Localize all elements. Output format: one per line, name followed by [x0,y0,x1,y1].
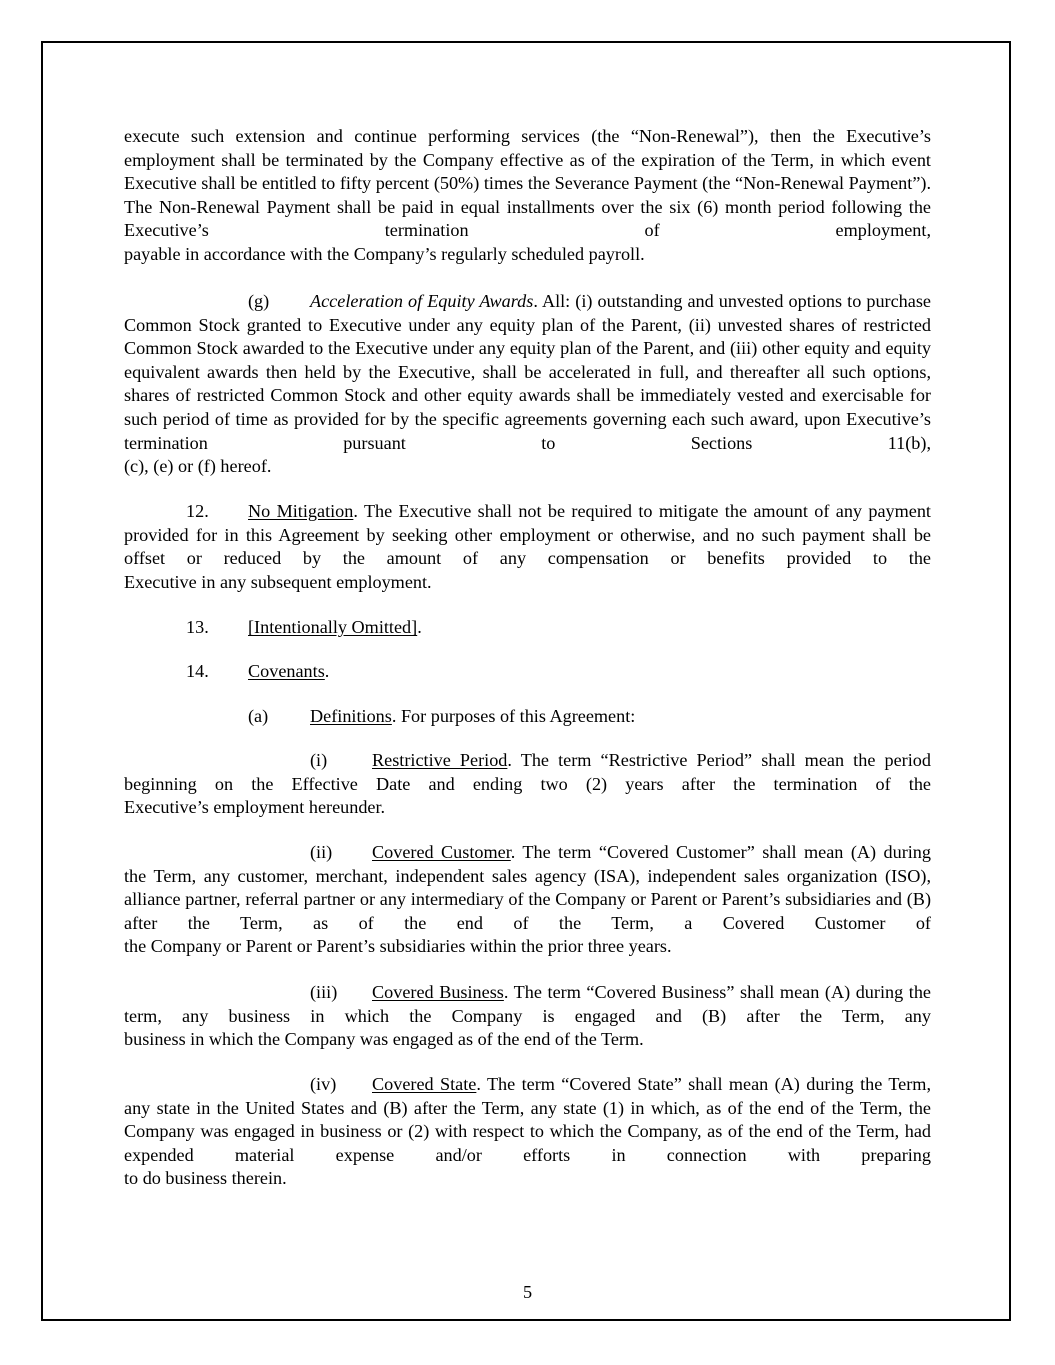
section-title: Restrictive Period [372,750,508,770]
section-title: [Intentionally Omitted] [248,617,418,637]
section-number: 14. [186,661,209,681]
section-number: 13. [186,617,209,637]
paragraph-last-line: payable in accordance with the Company’s regularly scheduled payroll. [124,243,645,264]
paragraph-body: . The Executive shall not be required to mitigate the amount of any payment provided for in this Agreement by seeking other employment or otherwise, and no such payment shall be offset or reduced by the amount of any compensation or benefits provided to the [124,501,931,569]
section-number: (a) [248,706,269,726]
section-number: (i) [310,750,328,770]
section-number: (ii) [310,842,333,862]
paragraph-iv [124,1073,931,1191]
section-title: Covenants [248,661,325,681]
section-number: (g) [248,291,270,311]
paragraph-body: . All: (i) outstanding and unvested options to purchase Common Stock granted to Executive under any equity plan of the Parent, (ii) unvested shares of restricted Common Stock awarded to the Executive under any equity plan of the Parent, and (iii) other equity and equity equivalent awards then held by the Executive, shall be accelerated in full, and thereafter all such options, shares of restricted Common Stock and other equity awards shall be immediately vested and exercisable for such period of time as provided for by the specific agreements governing each such award, upon Executive’s termination pursuant to Sections 11(b), [124,291,931,453]
paragraph-last-line: business in which the Company was engaged as of the end of the Term. [124,1029,644,1050]
paragraph-body: . The term “Covered State” shall mean (A) during the Term, any state in the United States and (B) after the Term, any state (1) in which, as of the end of the Term, the Company was engaged in business or (2) with respect to which the Company, as of the end of the Term, had expended material expense and/or efforts in connection with preparing [124,1074,932,1165]
section-title: Covered Business [372,982,504,1002]
section-title: Covered State [372,1074,477,1094]
paragraph-12 [124,500,931,594]
section-suffix: . [324,661,330,681]
section-number: (iv) [310,1074,337,1094]
section-number: (iii) [310,982,338,1002]
paragraph-non-renewal [124,125,931,267]
paragraph-body: . The term “Covered Customer” shall mean (A) during the Term, any customer, merchant, independent sales agency (ISA), independent sales organization (ISO), alliance partner, referral partner or any intermediary of the Company or Parent or Parent’s subsidiaries and (B) after the Term, as of the end of the Term, a Covered Customer of [124,842,931,933]
paragraph-14 [124,660,931,684]
page-number: 5 [522,1282,533,1302]
paragraph-a [124,705,931,729]
section-title: Acceleration of Equity Awards [310,291,534,311]
section-title: No Mitigation [248,501,354,521]
paragraph-body: execute such extension and continue performing services (the “Non-Renewal”), then the Executive’s employment shall be terminated by the Company effective as of the expiration of the Term, in which event Executive shall be entitled to fifty percent (50%) times the Severance Payment (the “Non-Renewal Payment”). The Non-Renewal Payment shall be paid in equal installments over the six (6) month period following the Executive’s termination of employment, [124,126,931,241]
paragraph-body: . The term “Covered Business” shall mean (A) during the term, any business in which the Company is engaged and (B) after the Term, any [124,982,931,1026]
paragraph-iii [124,981,931,1052]
paragraph-ii [124,841,931,959]
paragraph-last-line: (c), (e) or (f) hereof. [124,456,272,477]
section-title: Covered Customer [372,842,511,862]
paragraph-last-line: Executive in any subsequent employment. [124,571,432,592]
paragraph-last-line: to do business therein. [124,1168,287,1189]
paragraph-last-line: Executive’s employment hereunder. [124,797,386,818]
paragraph-body: . The term “Restrictive Period” shall mean the period beginning on the Effective Date and ending two (2) years after the termination of the [124,750,931,794]
section-number: 12. [186,501,209,521]
paragraph-i [124,749,931,820]
paragraph-13 [124,616,931,640]
paragraph-last-line: the Company or Parent or Parent’s subsidiaries within the prior three years. [124,936,672,957]
section-title: Definitions [310,706,392,726]
paragraph-g [124,290,931,479]
paragraph-body: . For purposes of this Agreement: [391,706,636,726]
section-suffix: . [417,617,422,637]
